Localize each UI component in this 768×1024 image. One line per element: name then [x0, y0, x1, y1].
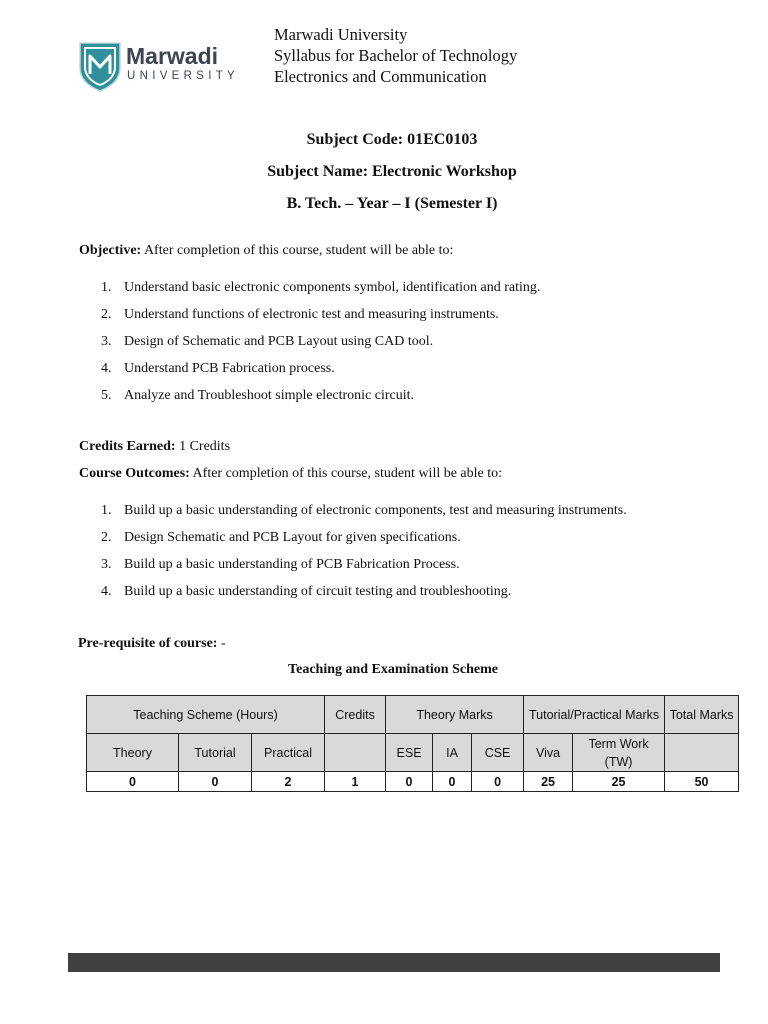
prerequisite-line: [78, 636, 226, 652]
ese-header: ESE: [386, 734, 433, 772]
viva-header: Viva: [524, 734, 573, 772]
table-row: [87, 772, 739, 792]
teaching-scheme-header: Teaching Scheme (Hours): [87, 696, 325, 734]
course-outcomes-text: After completion of this course, student will be able to:: [192, 466, 503, 481]
logo-subtitle: UNIVERSITY: [127, 70, 240, 82]
practical-hours-value: 2: [252, 772, 325, 792]
credits-value-cell: 1: [325, 772, 386, 792]
subject-code: Subject Code: 01EC0103: [306, 131, 478, 148]
footer-bar: [68, 953, 720, 972]
objective-label: Objective:: [79, 243, 142, 258]
total-subheader: [665, 734, 739, 772]
term-work-header: Term Work (TW): [573, 734, 665, 772]
theory-hours-header: Theory: [87, 734, 179, 772]
credits-header: Credits: [325, 696, 386, 734]
table-header-row: [87, 696, 739, 734]
shield-icon: [80, 43, 120, 91]
term-work-value: 25: [573, 772, 665, 792]
subject-name: Subject Name: Electronic Workshop: [267, 163, 517, 180]
viva-value: 25: [524, 772, 573, 792]
credits-value: 1 Credits: [179, 439, 231, 454]
course-outcomes-line: [79, 466, 502, 482]
cse-header: CSE: [472, 734, 524, 772]
tutorial-hours-value: 0: [179, 772, 252, 792]
ia-header: IA: [433, 734, 472, 772]
theory-marks-header: Theory Marks: [386, 696, 524, 734]
table-subheader-row: [87, 734, 739, 772]
header-syllabus: Syllabus for Bachelor of Technology: [274, 46, 518, 65]
credits-label: Credits Earned:: [79, 439, 176, 454]
prerequisite-label: Pre-requisite of course:: [78, 636, 218, 651]
cse-value: 0: [472, 772, 524, 792]
objective-line: [79, 243, 453, 259]
logo-name: Marwadi: [126, 43, 219, 69]
ia-value: 0: [433, 772, 472, 792]
ese-value: 0: [386, 772, 433, 792]
objective-text: After completion of this course, student will be able to:: [143, 243, 454, 258]
prerequisite-value: -: [220, 636, 226, 651]
total-marks-value: 50: [665, 772, 739, 792]
theory-hours-value: 0: [87, 772, 179, 792]
total-marks-header: Total Marks: [665, 696, 739, 734]
tutorial-practical-header: Tutorial/Practical Marks: [524, 696, 665, 734]
header-university: Marwadi University: [274, 25, 408, 44]
course-outcomes-label: Course Outcomes:: [79, 466, 190, 481]
header-department: Electronics and Communication: [274, 67, 487, 86]
university-logo: [78, 40, 250, 92]
practical-hours-header: Practical: [252, 734, 325, 772]
program-year: B. Tech. – Year – I (Semester I): [286, 195, 498, 212]
credits-line: [79, 439, 230, 455]
credits-subheader: [325, 734, 386, 772]
scheme-table: [86, 695, 739, 792]
tutorial-hours-header: Tutorial: [179, 734, 252, 772]
scheme-title: Teaching and Examination Scheme: [288, 662, 498, 677]
